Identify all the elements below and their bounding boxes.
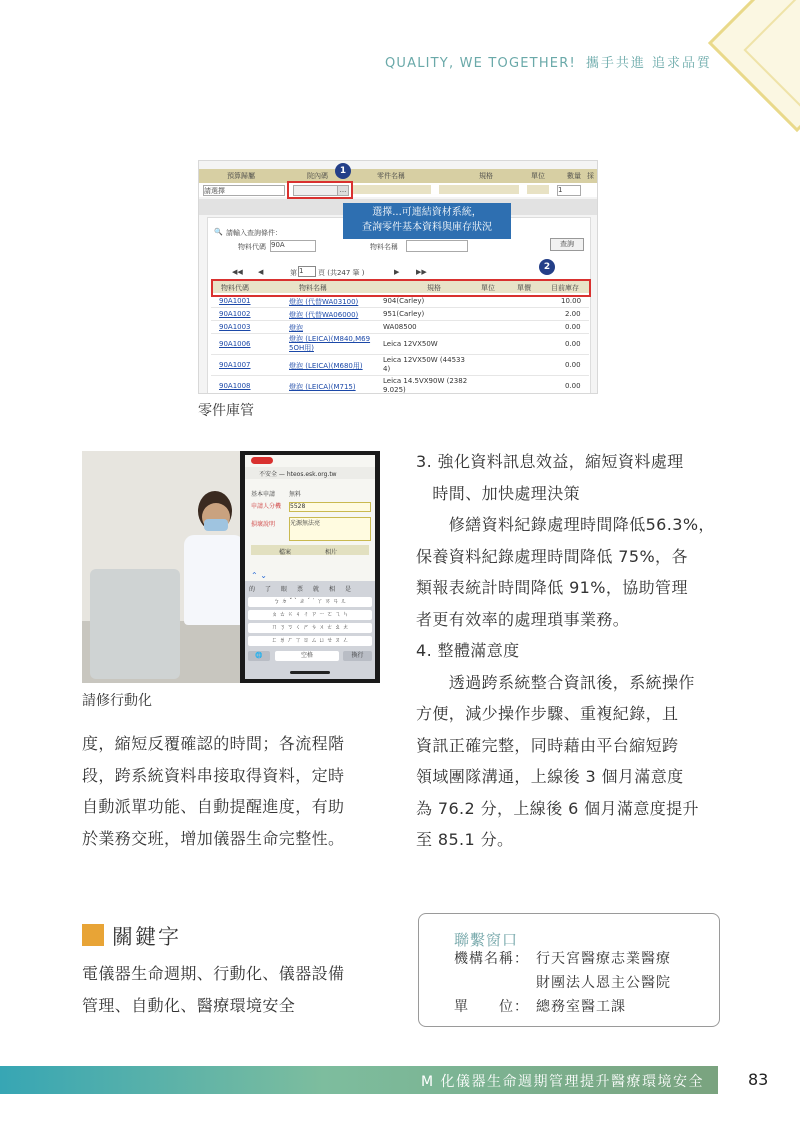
suggestion-bar [245,583,375,593]
header-qty: 數量 [567,172,581,180]
org-line-2: 財團法人恩主公醫院 [536,975,671,991]
field2-input[interactable]: 5528 [289,502,371,512]
suggestion[interactable]: 相 [329,586,336,593]
header-tagline [385,52,712,71]
col-name: 物料名稱 [299,284,327,292]
text-line: 類報表統計時間降低 91%，協助管理 [416,578,688,597]
col-unit: 單位 [481,284,495,292]
pager-total: 頁 (共247 筆 ) [318,269,365,277]
mobile-repair-photo [82,451,380,683]
highlight-box-1 [287,181,353,199]
space-key[interactable]: 空格 [275,651,339,661]
suggestion[interactable]: 的 [249,586,256,593]
row-name[interactable]: 燈泡 (LEICA)(M715) [289,383,356,391]
row-stock: 0.00 [565,323,581,331]
right-column-text [416,446,726,856]
code-field[interactable]: 90A [270,240,316,252]
header-spec: 規格 [479,172,493,180]
row-spec: 951(Carley) [383,310,425,318]
name-field[interactable] [406,240,468,252]
suggestion[interactable]: 票 [297,586,304,593]
phone-screen [245,455,375,679]
tagline-zh: 攜手共進 追求品質 [585,56,712,71]
suggestion[interactable]: 了 [265,586,272,593]
text-line: 於業務交班，增加儀器生命完整性。 [82,828,345,848]
search-icon: 🔍 [214,228,223,236]
field3-input[interactable]: 光源無法亮 [289,517,371,541]
tab-file[interactable]: 檔案 [279,549,292,556]
table-row[interactable] [211,334,589,355]
field1-label: 基本申請 [251,491,276,498]
table-row[interactable] [211,308,589,321]
form-input-row [199,183,597,197]
globe-icon[interactable]: 🌐 [248,651,270,661]
row-code[interactable]: 90A1003 [219,323,251,331]
qty-input[interactable]: 1 [557,185,581,196]
keyboard-row-2[interactable]: ㄆ ㄊ ㄍ ㄐ ㄔ ㄗ ㄧ ㄛ ㄟ ㄣ [248,610,372,620]
home-indicator [290,671,330,674]
row-spec: 904(Carley) [383,297,425,305]
tooltip-callout [343,203,511,239]
row-name[interactable]: 燈泡 [289,324,303,332]
col-spec: 規格 [427,284,441,292]
spec-input[interactable] [439,185,519,194]
text-line: 保養資料紀錄處理時間降低 75%，各 [416,546,688,566]
text-line: 者更有效率的處理瑣事業務。 [416,609,630,629]
tagline-en: QUALITY, WE TOGETHER! [384,56,576,71]
text-line: 3. 強化資料訊息效益，縮短資料處理 [416,452,684,471]
keyboard [245,581,375,679]
inventory-screenshot [198,160,598,394]
table-row[interactable] [211,355,589,376]
row-name[interactable]: 燈泡 (代替WA03100) [289,298,359,306]
keywords-text [82,958,402,1021]
text-line: 度，縮短反覆確認的時間；各流程階 [82,734,345,753]
keyboard-row-4[interactable]: ㄈ ㄌ ㄏ ㄒ ㄖ ㄙ ㄩ ㄝ ㄡ ㄥ [248,636,372,646]
suggestion[interactable]: 是 [345,586,352,593]
table-row[interactable] [211,295,589,308]
header-unit: 單位 [531,172,545,180]
contact-title: 聯繫窗口 [454,931,519,949]
page-select[interactable]: 1 [298,266,316,277]
row-spec: Leica 12VX50W [383,340,438,348]
unit-value: 總務室醫工課 [536,999,626,1015]
lookup-button[interactable]: ... [337,185,349,196]
text-line: 自動派單功能、自動提醒進度，有助 [82,797,345,816]
row-spec: Leica 12VX50W (44533 4) [383,356,465,373]
row-code[interactable]: 90A1008 [219,382,251,390]
suggestion[interactable]: 就 [313,586,320,593]
row-stock: 0.00 [565,382,581,390]
col-price: 單價 [517,284,531,292]
url-text: 不安全 — hteos.esk.org.tw [259,471,337,478]
row-name[interactable]: 燈泡 (代替WA06000) [289,311,359,319]
budget-select[interactable]: 請選擇 [203,185,285,196]
header-part-name: 零件名稱 [377,172,405,180]
next-page-icon[interactable]: ▶ [394,268,400,276]
text-line: 為 76.2 分，上線後 6 個月滿意度提升 [416,798,699,818]
header-extra: 採 [587,172,594,180]
row-spec: WA08500 [383,323,417,331]
field1-value: 無料 [289,491,302,498]
chevron-up-down-icon[interactable]: ⌃ ⌄ [251,571,267,580]
row-stock: 2.00 [565,310,581,318]
callout-badge-2: 2 [539,259,555,275]
header-code: 院內碼 [307,172,328,180]
header-budget: 預算歸屬 [227,172,255,180]
first-page-icon[interactable]: ◀◀ [232,268,243,276]
row-stock: 0.00 [565,340,581,348]
keyboard-row-1[interactable]: ㄅ ㄉ ˇ ˋ ㄓ ˊ ˙ ㄚ ㄞ ㄢ ㄦ [248,597,372,607]
text-line: 透過跨系統整合資訊後，系統操作 [416,672,695,692]
text-line: 段，跨系統資料串接取得資料，定時 [82,765,345,785]
org-line-1: 行天宮醫療志業醫療 [536,951,671,967]
text-line: 至 85.1 分。 [416,830,514,849]
prev-page-icon[interactable]: ◀ [258,268,264,276]
url-bar[interactable] [245,467,375,479]
table-row[interactable] [211,376,589,394]
row-name[interactable]: 燈泡 (LEICA)(M840,M69 5OH用) [289,335,371,352]
text-line: 資訊正確完整，同時藉由平台縮短跨 [416,735,679,755]
keyword-marker-icon [82,924,104,946]
col-code: 物料代碼 [221,284,249,292]
figure1-caption: 零件庫管 [198,403,254,419]
field3-label: 損壞說明 [251,521,276,528]
tooltip-line-1: 選擇...可連結資材系統， [372,207,482,218]
keyboard-row-3[interactable]: ㄇ ㄋ ㄎ ㄑ ㄕ ㄘ ㄨ ㄜ ㄠ ㄤ [248,623,372,633]
page-number: 83 [748,1070,769,1089]
figure2-caption: 請修行動化 [82,693,152,709]
suggestion[interactable]: 眼 [281,586,288,593]
keywords-title: 關鍵字 [112,925,181,949]
tab-photo[interactable]: 相片 [325,549,338,556]
row-name[interactable]: 燈泡 (LEICA)(M680用) [289,362,363,370]
photo-equipment [90,569,180,679]
form-header-row [199,169,597,183]
row-code[interactable]: 90A1002 [219,310,251,318]
photo-person [174,491,244,641]
tooltip-line-2: 查詢零件基本資料與庫存狀況 [362,222,492,233]
row-code[interactable]: 90A1001 [219,297,251,305]
unit-input[interactable] [527,185,549,194]
pager-label: 第 [290,269,297,277]
part-name-input[interactable] [351,185,431,194]
query-label: 請輸入查詢條件： [226,229,282,237]
text-line: 方便，減少操作步驟、重複紀錄，且 [416,704,679,723]
col-stock: 目前庫存 [551,284,579,292]
return-key[interactable]: 換行 [343,651,372,661]
unit-label: 單 位： [454,999,529,1015]
keywords-line: 管理、自動化、醫療環境安全 [82,995,296,1015]
row-spec: Leica 14.5VX90W (2382 9.025) [383,377,468,394]
status-pill [251,457,273,464]
name-label: 物料名稱 [370,243,398,251]
query-button[interactable]: 查詢 [550,238,584,251]
attachment-tabs [251,545,369,555]
text-line: 時間、加快處理決策 [416,483,581,503]
row-code[interactable]: 90A1007 [219,361,251,369]
text-line: 領域團隊溝通，上線後 3 個月滿意度 [416,767,684,786]
field2-label: 申請人分機 [251,503,282,510]
row-code[interactable]: 90A1006 [219,340,251,348]
row-stock: 10.00 [561,297,582,305]
row-stock: 0.00 [565,361,581,369]
text-line: 4. 整體滿意度 [416,641,520,660]
code-label: 物料代碼 [238,243,266,251]
table-row[interactable] [211,321,589,334]
callout-badge-1: 1 [335,163,351,179]
org-label: 機構名稱： [454,951,529,967]
text-line: 修繕資料紀錄處理時間降低56.3%， [416,515,715,534]
last-page-icon[interactable]: ▶▶ [416,268,427,276]
left-column-text [82,728,392,854]
keywords-line: 電儀器生命週期、行動化、儀器設備 [82,964,345,983]
footer-title: M 化儀器生命週期管理提升醫療環境安全 [420,1074,704,1090]
phone-frame [240,451,380,683]
